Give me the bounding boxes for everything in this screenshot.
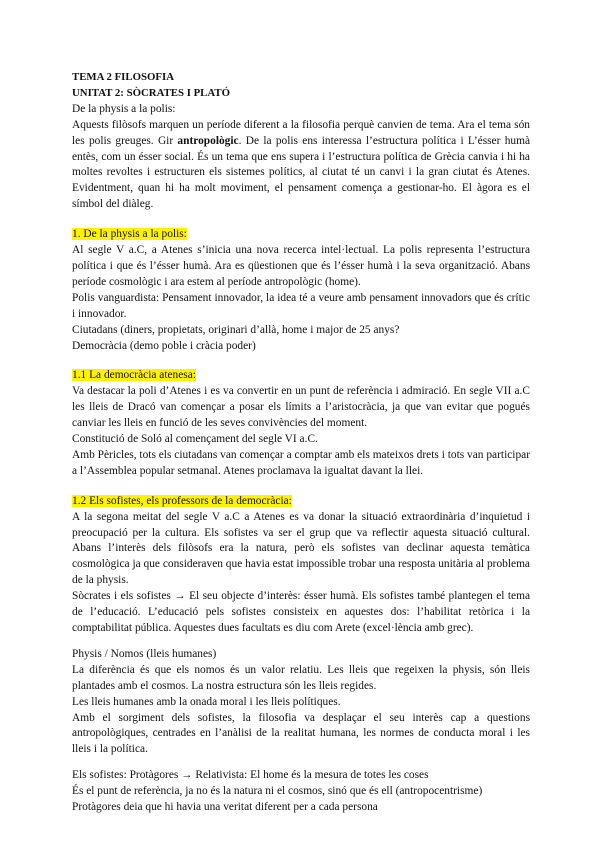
document-page <box>72 70 530 816</box>
section-1-heading: 1. De la physis a la polis: <box>72 228 187 241</box>
section-1-2-paragraph: La diferència és que els nomos és un valor relatiu. Les lleis que regeixen la physis, són lleis plantades amb el cosmos. La nostra estructura són les lleis regides. <box>72 663 530 692</box>
intro-subtitle: De la physis a la polis: <box>72 102 176 115</box>
section-1-2-heading: 1.2 Els sofistes, els professors de la democràcia: <box>72 494 292 507</box>
section-1-paragraph: Ciutadans (diners, propietats, originari d’allà, home i major de 25 anys? <box>72 323 400 336</box>
section-1-paragraph: Al segle V a.C, a Atenes s’inicia una nova recerca intel·lectual. La polis representa l’estructura política i que és l’ésser humà. Ara es qüestionen que és l’ésser humà i la seva organització. Abans període cosmològic i ara estem al període antropològic (home). <box>72 244 530 288</box>
unit-title: UNITAT 2: SÒCRATES I PLATÓ <box>72 86 230 99</box>
intro-paragraph: Aquests filòsofs marquen un període diferent a la filosofia perquè canvien de tema. Ara el tema són les polis greuges. Gir antropològic. De la polis ens interessa l’estructura política i L’ésser humà entès, com un ésser social. És un tema que ens supera i l’estructura política de Grècia canvia i hi ha moltes revoltes i estructuren els sistemes polítics, al ciutat té un canvi i la gran ciutat és Atenes. Evidentment, quan hi ha molt moviment, el pensament comença a gestionar-ho. El àgora es el símbol del diàleg. <box>72 118 531 211</box>
section-1-paragraph: Democràcia (demo poble i cràcia poder) <box>72 339 256 352</box>
section-1-1-paragraph: Amb Pèricles, tots els ciutadans van començar a comptar amb els mateixos drets i tots van participar a l’Assemblea popular setmanal. Atenes proclamava la igualtat davant la llei. <box>72 448 530 477</box>
section-1-2-paragraph: Les lleis humanes amb la onada moral i les lleis polítiques. <box>72 695 341 708</box>
section-1-2-paragraph: Protàgores deia que hi havia una veritat diferent per a cada persona <box>72 801 378 814</box>
document-title: TEMA 2 FILOSOFIA <box>72 71 174 83</box>
section-1-1-heading: 1.1 La democràcia atenesa: <box>72 369 196 382</box>
section-1-2-paragraph: Sòcrates i els sofistes → El seu objecte d’interès: ésser humà. Els sofistes també plantegen el tema de l’educació. L’educació pels sofistes consisteix en aquestes dos: l’habilitat retòrica i la comptabilitat pública. Aquestes dues facultats es diu com Arete (excel·lència amb grec). <box>72 590 530 634</box>
section-1-paragraph: Polis vanguardista: Pensament innovador, la idea té a veure amb pensament innovadors que és crític i innovador. <box>72 291 530 320</box>
section-1-2-paragraph: Els sofistes: Protàgores → Relativista: El home és la mesura de totes les coses <box>72 769 429 782</box>
section-1-1-paragraph: Va destacar la poli d’Atenes i es va convertir en un punt de referència i admiració. En segle VII a.C les lleis de Dracó van començar a posar els límits a l’aristocràcia, ja que van evitar que pogués canviar les lleis en funció de les seves convivències del moment. <box>72 385 530 430</box>
section-1-2-paragraph: A la segona meitat del segle V a.C a Atenes es va donar la situació extraordinària d’inquietud i preocupació per la cultura. Els sofistes va ser el grup que va reflectir aquesta situació cultural. Abans l’interès dels filòsofs era la natura, però els sofistes van declinar aquesta temàtica cosmològica ja que consideraven que havia estat impossible trobar una resposta unitària al problema de la physis. <box>72 510 530 587</box>
bold-term: antropològic <box>177 134 239 147</box>
section-1-2-paragraph: Physis / Nomos (lleis humanes) <box>72 647 217 660</box>
section-1-2-paragraph: Amb el sorgiment dels sofistes, la filosofia va desplaçar el seu interès cap a questions antropològiques, centrades en l’anàlisi de la realitat humana, les normes de conducta moral i les lleis i la política. <box>72 711 530 756</box>
section-1-1-paragraph: Constitució de Soló al començament del segle VI a.C. <box>72 433 318 446</box>
section-1-2-paragraph: És el punt de referència, ja no és la natura ni el cosmos, sinó que és ell (antropocentrisme) <box>72 785 483 798</box>
